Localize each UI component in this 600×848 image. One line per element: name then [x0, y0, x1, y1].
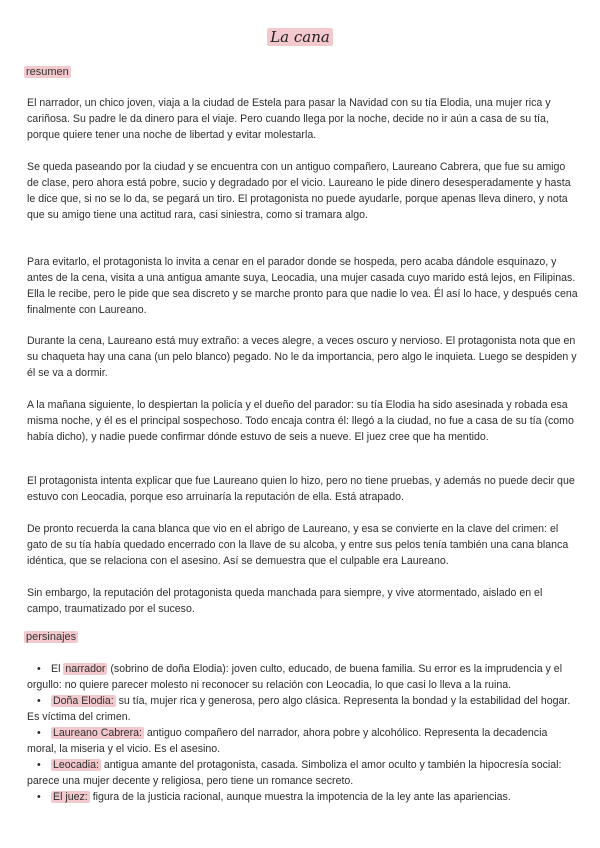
summary-paragraph-6: El protagonista intenta explicar que fue Laureano quien lo hizo, pero no tiene pruebas, y además no puede decir que estuvo con Leocadia, porque eso arruinaría la reputación de ella. Está atrapado.: [27, 475, 575, 503]
character-description: antiguo compañero del narrador, ahora pobre y alcohólico. Representa la decadencia moral, la miseria y el vicio. Es el asesino.: [27, 727, 548, 755]
summary-paragraph-3: Para evitarlo, el protagonista lo invita a cenar en el parador donde se hospeda, pero acaba dándole esquinazo, y antes de la cena, visita a una antigua amante suya, Leocadia, una mujer casada cuyo marido está lejos, en Filipinas. Ella le recibe, pero le pide que sea discreto y se marche pronto para que nadie lo vea. Él así lo hace, y después cena finalmente con Laureano.: [27, 256, 578, 316]
character-name: Laureano Cabrera:: [53, 727, 142, 739]
section-label-resumen: [24, 66, 71, 78]
bullet-icon: •: [37, 759, 41, 771]
summary-paragraph-5: A la mañana siguiente, lo despiertan la policía y el dueño del parador: su tía Elodia ha sido asesinada y robada esa misma noche, y él es el principal sospechoso. Todo encaja contra él: llegó a la ciudad, no fue a casa de su tía (como había dicho), y nadie puede confirmar dónde estuvo de seis a nueve. El juez cree que ha mentido.: [27, 399, 574, 443]
resumen-label: resumen: [26, 66, 69, 78]
list-item: [27, 661, 579, 693]
character-prefix: El: [51, 663, 64, 675]
character-description: antigua amante del protagonista, casada. Simboliza el amor oculto y también la hipocresía social: parece una mujer decente y religiosa, pero tiene un romance secreto.: [27, 759, 562, 787]
bullet-icon: •: [37, 695, 41, 707]
list-item: [27, 693, 579, 725]
list-item: [27, 757, 579, 789]
character-description: (sobrino de doña Elodia): joven culto, educado, de buena familia. Su error es la imprudencia y el orgullo: no quiere parecer molesto ni reconocer su relación con Leocadia, lo que casi lo lleva a la ruina.: [27, 663, 563, 691]
bullet-icon: •: [37, 727, 41, 739]
list-item: [27, 725, 579, 757]
page-title: [0, 28, 600, 47]
character-description: su tía, mujer rica y generosa, pero algo clásica. Representa la bondad y la estabilidad del hogar. Es víctima del crimen.: [27, 695, 571, 723]
character-name: Doña Elodia:: [53, 695, 114, 707]
summary-paragraph-2: Se queda paseando por la ciudad y se encuentra con un antiguo compañero, Laureano Cabrera, que fue su amigo de clase, pero ahora está pobre, sucio y degradado por el vicio. Laureano le pide dinero desesperadamente y hasta le dice que, si no se lo da, se pegará un tiro. El protagonista no puede ayudarle, porque apenas lleva dinero, y nota que su amigo tiene una actitud rara, casi siniestra, como si tramara algo.: [27, 161, 571, 221]
list-item: [27, 789, 579, 805]
characters-list: [27, 661, 579, 805]
summary-paragraph-7: De pronto recuerda la cana blanca que vio en el abrigo de Laureano, y esa se convierte en la clave del crimen: el gato de su tía había quedado encerrado con la llave de su alcoba, y entre sus pelos tenía también una cana blanca idéntica, que se relaciona con el asesino. Así se demuestra que el culpable era Laureano.: [27, 523, 569, 567]
summary-paragraph-1: El narrador, un chico joven, viaja a la ciudad de Estela para pasar la Navidad con su tía Elodia, una mujer rica y cariñosa. Su padre le da dinero para el viaje. Pero cuando llega por la noche, decide no ir aún a casa de su tía, porque quiere tener una noche de libertad y evitar molestarla.: [27, 97, 551, 141]
title-text: La cana: [267, 28, 333, 46]
personajes-label: persinajes: [26, 631, 77, 643]
character-name: Leocadia:: [53, 759, 99, 771]
bullet-icon: •: [37, 663, 41, 675]
summary-paragraph-8: Sin embargo, la reputación del protagonista queda manchada para siempre, y vive atormentado, aislado en el campo, traumatizado por el suceso.: [27, 587, 543, 615]
character-description: figura de la justicia racional, aunque muestra la impotencia de la ley ante las apariencias.: [89, 791, 511, 803]
summary-paragraph-4: Durante la cena, Laureano está muy extraño: a veces alegre, a veces oscuro y nervioso. El protagonista nota que en su chaqueta hay una cana (un pelo blanco) pegado. No le da importancia, pero algo le inquieta. Luego se despiden y él se va a dormir.: [27, 335, 577, 379]
bullet-icon: •: [37, 791, 41, 803]
section-label-personajes: [24, 631, 78, 643]
character-name: narrador: [65, 663, 106, 675]
character-name: El juez:: [53, 791, 88, 803]
